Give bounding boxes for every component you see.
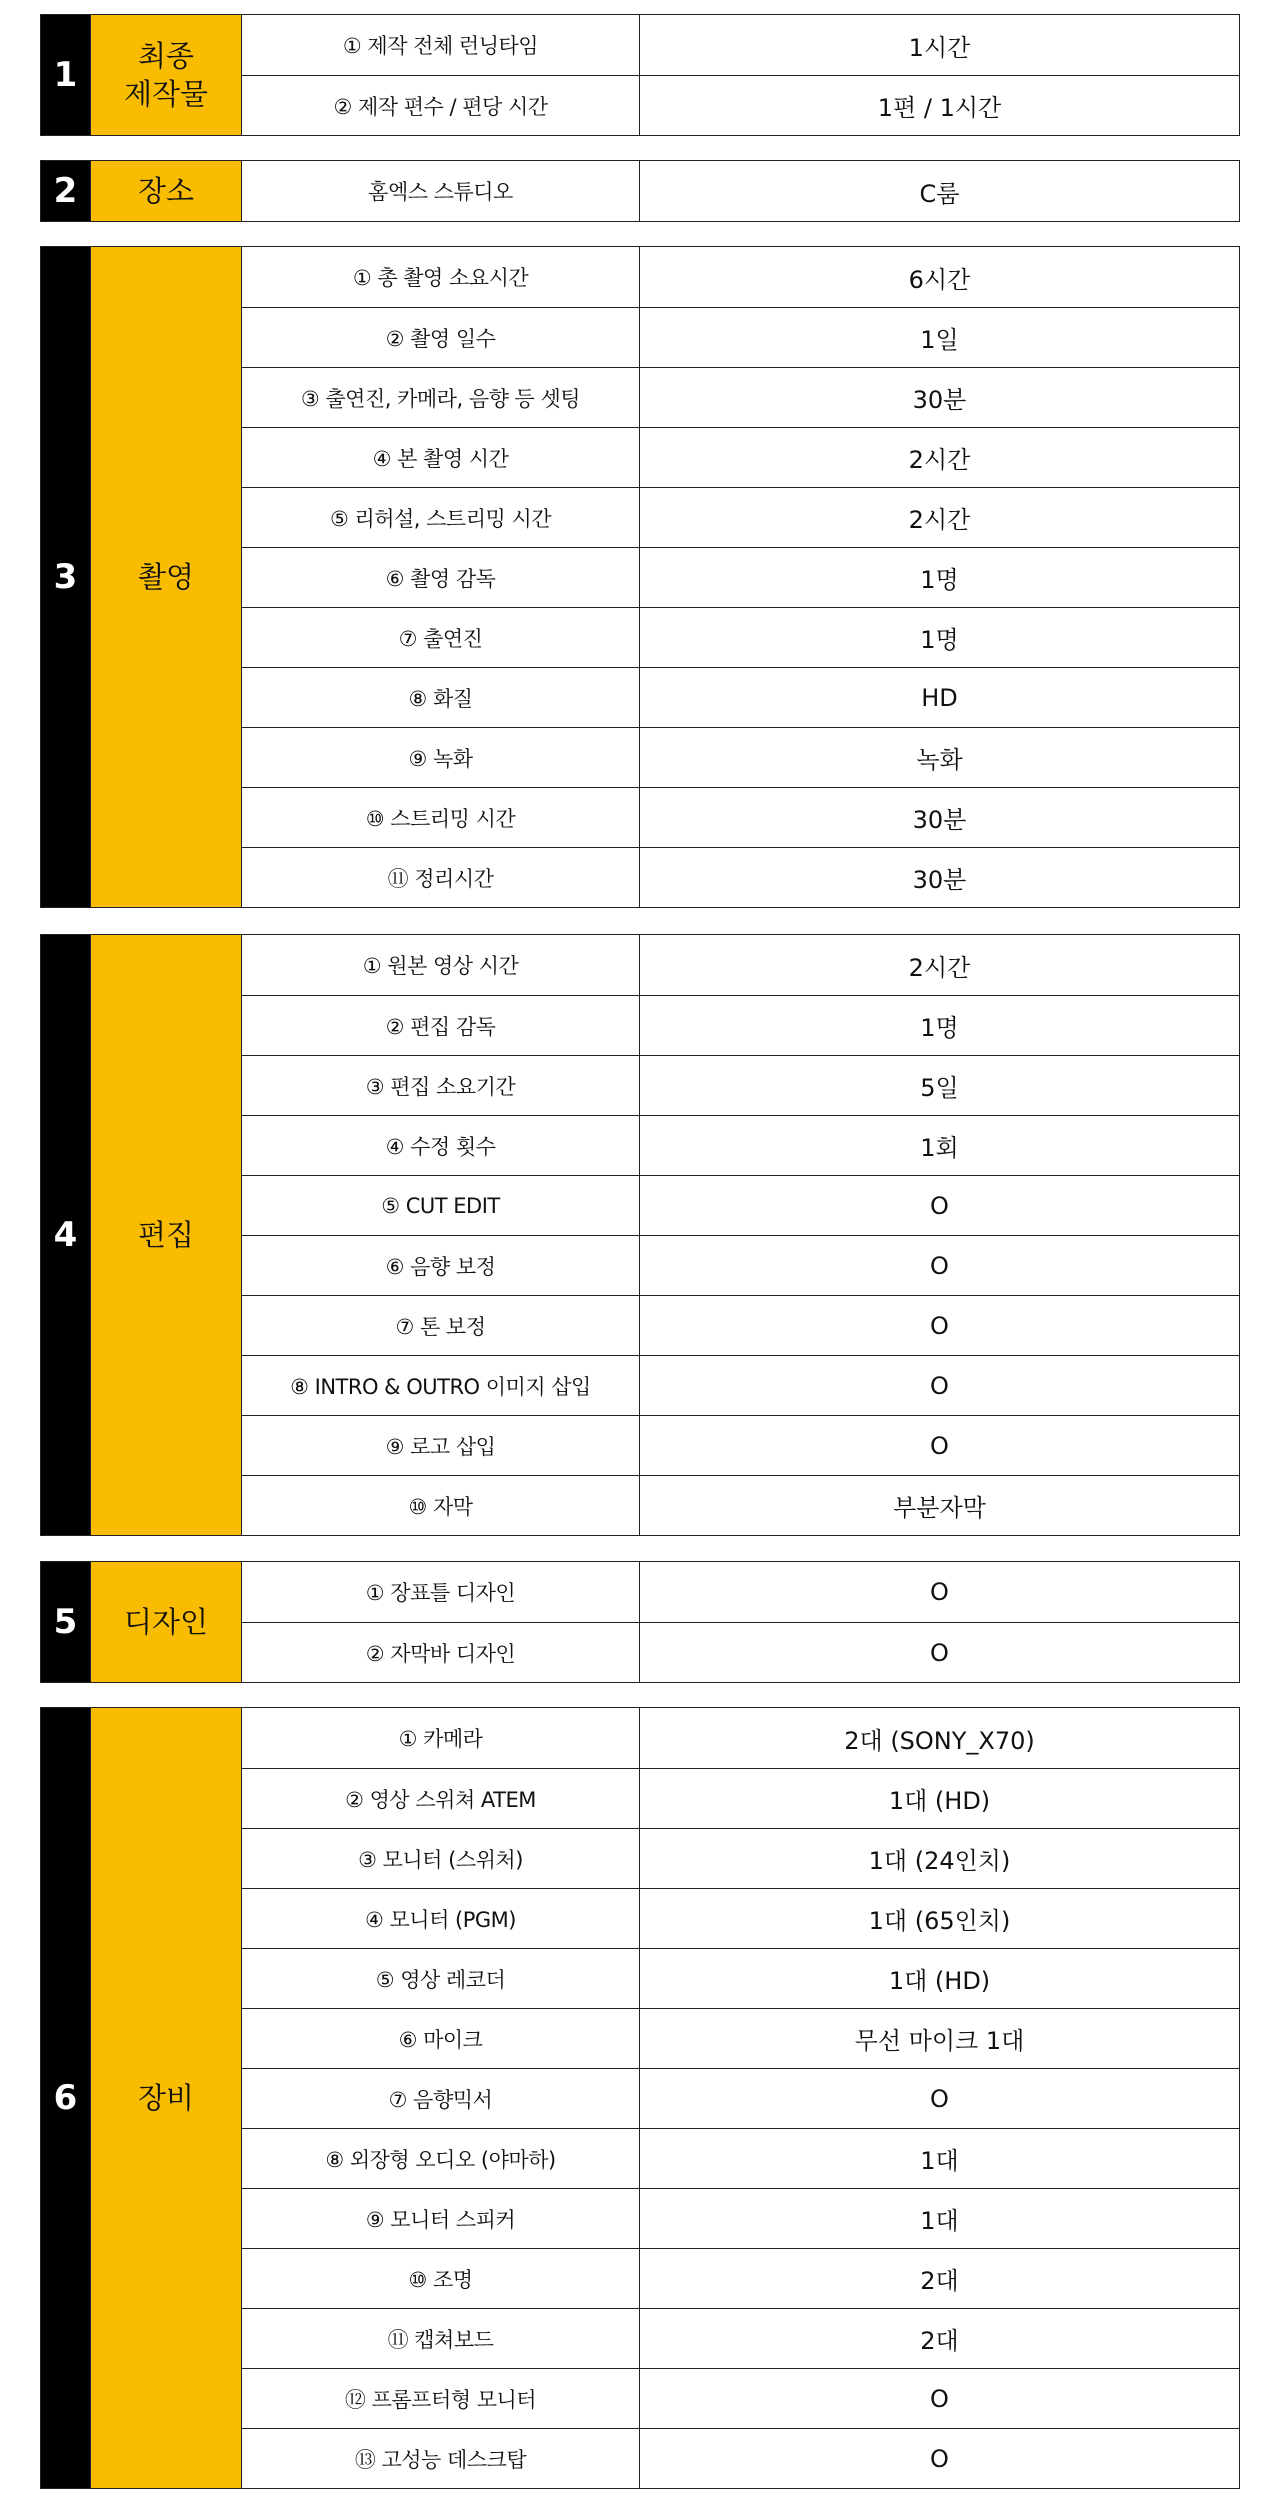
section-number: 6 <box>41 1708 90 2488</box>
row-value: HD <box>921 683 958 712</box>
row-label: ⑧ INTRO & OUTRO 이미지 삽입 <box>242 1356 640 1415</box>
table-row <box>242 2128 1239 2188</box>
row-label: ⑦ 출연진 <box>242 608 640 667</box>
row-label: ② 촬영 일수 <box>242 308 640 367</box>
section-4 <box>40 934 1240 1536</box>
section-number: 4 <box>41 935 90 1535</box>
row-value: O <box>930 2384 949 2413</box>
row-value: 녹화 <box>916 746 963 774</box>
row-label: ⑩ 자막 <box>242 1476 640 1535</box>
table-row <box>242 2068 1239 2128</box>
row-value: 1명 <box>920 1014 959 1042</box>
table-row <box>242 247 1239 307</box>
table-row <box>242 2248 1239 2308</box>
table-row <box>242 1768 1239 1828</box>
row-label: ⑩ 조명 <box>242 2249 640 2308</box>
row-label: ⑨ 모니터 스피커 <box>242 2189 640 2248</box>
table-row <box>242 1475 1239 1535</box>
row-label: ① 카메라 <box>242 1708 640 1768</box>
table-row <box>242 2428 1239 2488</box>
row-value: 부분자막 <box>893 1494 986 1522</box>
section-number: 2 <box>41 161 90 221</box>
table-row <box>242 427 1239 487</box>
row-value: O <box>930 1638 949 1667</box>
row-label: ⑧ 외장형 오디오 (야마하) <box>242 2129 640 2188</box>
section-rows <box>242 1562 1239 1682</box>
row-label: ⑪ 캡쳐보드 <box>242 2309 640 2368</box>
section-rows <box>242 1708 1239 2488</box>
row-label: ⑫ 프롬프터형 모니터 <box>242 2369 640 2428</box>
row-label: ② 영상 스위쳐 ATEM <box>242 1769 640 1828</box>
table-row <box>242 1888 1239 1948</box>
row-value: 30분 <box>912 386 967 414</box>
section-number: 5 <box>41 1562 90 1682</box>
section-6 <box>40 1707 1240 2489</box>
section-category: 장소 <box>90 161 242 221</box>
table-row <box>242 2308 1239 2368</box>
row-value: 1시간 <box>908 33 971 62</box>
table-row <box>242 847 1239 907</box>
table-row <box>242 1295 1239 1355</box>
table-row <box>242 367 1239 427</box>
section-5 <box>40 1561 1240 1683</box>
row-label: ⑨ 녹화 <box>242 728 640 787</box>
row-label: ② 편집 감독 <box>242 996 640 1055</box>
row-label: ② 제작 편수 / 편당 시간 <box>242 76 640 135</box>
section-2 <box>40 160 1240 222</box>
section-rows <box>242 161 1239 221</box>
row-label: ⑦ 톤 보정 <box>242 1296 640 1355</box>
table-row <box>242 487 1239 547</box>
row-label: ⑬ 고성능 데스크탑 <box>242 2429 640 2488</box>
section-category: 촬영 <box>90 247 242 907</box>
table-row <box>242 995 1239 1055</box>
table-row <box>242 15 1239 75</box>
table-row <box>242 1708 1239 1768</box>
row-value: O <box>930 2084 949 2113</box>
row-value: 1편 / 1시간 <box>877 94 1002 122</box>
row-label: ④ 수정 횟수 <box>242 1116 640 1175</box>
row-label: ① 장표틀 디자인 <box>242 1562 640 1622</box>
row-value: 1대 <box>920 2207 959 2235</box>
row-label: ⑦ 음향믹서 <box>242 2069 640 2128</box>
row-value: 2시간 <box>908 953 971 982</box>
row-label: ③ 편집 소요기간 <box>242 1056 640 1115</box>
row-label: ⑨ 로고 삽입 <box>242 1416 640 1475</box>
row-value: 1대 <box>920 2147 959 2175</box>
row-label: ③ 모니터 (스위처) <box>242 1829 640 1888</box>
table-row <box>242 1622 1239 1682</box>
table-row <box>242 1562 1239 1622</box>
row-label: ⑧ 화질 <box>242 668 640 727</box>
section-category: 장비 <box>90 1708 242 2488</box>
row-label: ⑥ 음향 보정 <box>242 1236 640 1295</box>
row-value: 2시간 <box>908 446 971 474</box>
table-row <box>242 75 1239 135</box>
table-row <box>242 935 1239 995</box>
row-value: 1대 (HD) <box>888 1967 991 1995</box>
row-label: ⑤ CUT EDIT <box>242 1176 640 1235</box>
section-number: 1 <box>41 15 90 135</box>
row-label: ① 제작 전체 런닝타임 <box>242 15 640 75</box>
section-rows <box>242 935 1239 1535</box>
row-label: ① 총 촬영 소요시간 <box>242 247 640 307</box>
row-value: O <box>930 1191 949 1220</box>
row-label: ⑩ 스트리밍 시간 <box>242 788 640 847</box>
row-value: O <box>930 1431 949 1460</box>
row-value: 1명 <box>920 626 959 654</box>
row-value: 2대 <box>920 2267 959 2295</box>
row-value: C룸 <box>919 179 960 208</box>
section-1 <box>40 14 1240 136</box>
row-label: ⑪ 정리시간 <box>242 848 640 907</box>
table-row <box>242 1948 1239 2008</box>
table-row <box>242 787 1239 847</box>
row-label: ② 자막바 디자인 <box>242 1623 640 1682</box>
table-row <box>242 1415 1239 1475</box>
row-label: ④ 본 촬영 시간 <box>242 428 640 487</box>
table-row <box>242 727 1239 787</box>
section-category: 최종 제작물 <box>90 15 242 135</box>
table-row <box>242 1115 1239 1175</box>
row-value: 2시간 <box>908 506 971 534</box>
row-value: 2대 (SONY_X70) <box>844 1726 1035 1755</box>
table-row <box>242 1175 1239 1235</box>
row-value: 1대 (24인치) <box>868 1847 1011 1875</box>
row-value: O <box>930 1251 949 1280</box>
section-number: 3 <box>41 247 90 907</box>
row-label: ⑤ 리허설, 스트리밍 시간 <box>242 488 640 547</box>
row-value: 무선 마이크 1대 <box>854 2027 1025 2055</box>
row-value: 5일 <box>920 1074 959 1102</box>
row-value: O <box>930 1578 949 1606</box>
row-value: O <box>930 2444 949 2473</box>
row-value: O <box>930 1371 949 1400</box>
section-category: 편집 <box>90 935 242 1535</box>
row-value: 1회 <box>920 1134 959 1162</box>
row-label: ⑥ 마이크 <box>242 2009 640 2068</box>
row-label: ④ 모니터 (PGM) <box>242 1889 640 1948</box>
row-value: O <box>930 1311 949 1340</box>
row-value: 30분 <box>912 866 967 894</box>
row-value: 6시간 <box>908 265 971 294</box>
table-row <box>242 1355 1239 1415</box>
row-label: ③ 출연진, 카메라, 음향 등 셋팅 <box>242 368 640 427</box>
row-value: 1대 (65인치) <box>868 1907 1011 1935</box>
section-category: 디자인 <box>90 1562 242 1682</box>
row-label: ⑥ 촬영 감독 <box>242 548 640 607</box>
table-row <box>242 547 1239 607</box>
table-row <box>242 2188 1239 2248</box>
row-label: 홈엑스 스튜디오 <box>242 161 640 221</box>
table-row <box>242 2368 1239 2428</box>
section-rows <box>242 247 1239 907</box>
table-row <box>242 1828 1239 1888</box>
table-row <box>242 1235 1239 1295</box>
row-value: 2대 <box>920 2327 959 2355</box>
row-value: 30분 <box>912 806 967 834</box>
section-3 <box>40 246 1240 908</box>
row-label: ⑤ 영상 레코더 <box>242 1949 640 2008</box>
section-rows <box>242 15 1239 135</box>
row-value: 1명 <box>920 566 959 594</box>
table-row <box>242 667 1239 727</box>
row-value: 1일 <box>920 326 959 354</box>
table-row <box>242 2008 1239 2068</box>
row-label: ① 원본 영상 시간 <box>242 935 640 995</box>
table-row <box>242 161 1239 221</box>
table-row <box>242 307 1239 367</box>
table-row <box>242 607 1239 667</box>
row-value: 1대 (HD) <box>888 1787 991 1815</box>
table-row <box>242 1055 1239 1115</box>
